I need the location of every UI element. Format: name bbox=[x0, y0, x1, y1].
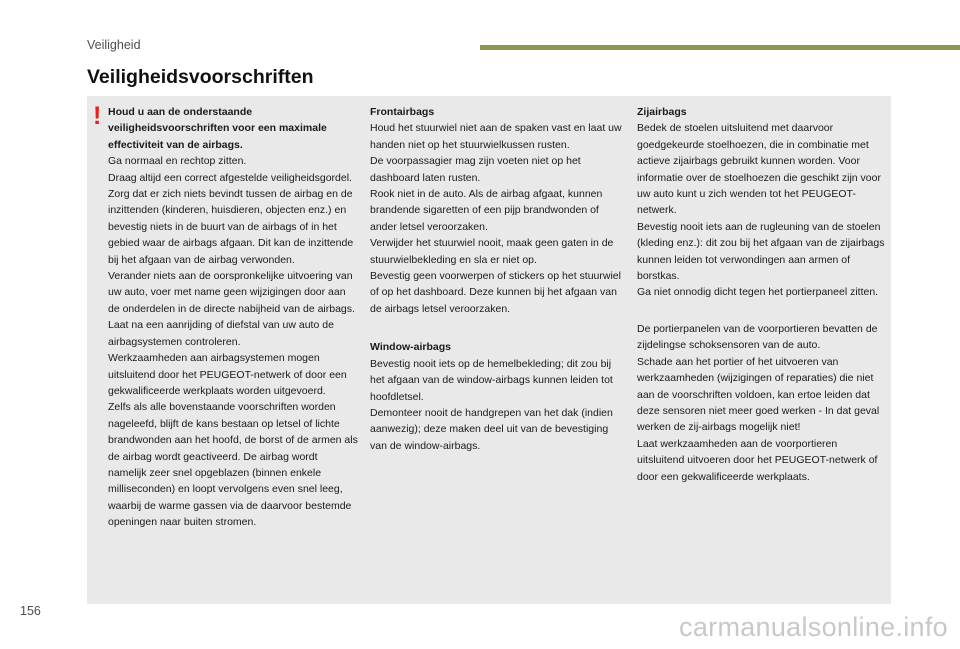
frontal-airbags-body: Houd het stuurwiel niet aan de spaken vast en laat uw handen niet op het stuurwielkussen rusten. De voorpassagier mag zijn voeten niet op het dashboard laten rusten. Rook niet in de auto. Als de airbag afgaat, kunnen brandende sigaretten of een pijp brandwonden of ander letsel veroorzaken. Verwijder het stuurwiel nooit, maak geen gaten in de stuurwielbekleding en sla er niet op. Bevestig geen voorwerpen of stickers op het stuurwiel of op het dashboard. Deze kunnen bij het afgaan van de airbags letsel veroorzaken. bbox=[370, 122, 622, 315]
side-airbags-body: Bedek de stoelen uitsluitend met daarvoor goedgekeurde stoelhoezen, die in combinatie met actieve zijairbags gebruikt kunnen worden. Voor informatie over de stoelhoezen die geschikt zijn voor uw auto kunt u zich wenden tot het PEUGEOT-netwerk. Bevestig nooit iets aan de rugleuning van de stoelen (kleding enz.): dit zou bij het afgaan van de zijairbags kunnen leiden tot verwondingen aan armen of borstkas. Ga niet onnodig dicht tegen het portierpaneel zitten. bbox=[637, 122, 885, 299]
door-panels-body: De portierpanelen van de voorportieren bevatten de zijdelingse schoksensoren van de auto. Schade aan het portier of het uitvoeren van werkzaamheden (wijzigingen of reparaties) die niet aan de voorschriften voldoen, kan ertoe leiden dat deze sensoren niet meer goed werken - In dat geval werken de zij-airbags mogelijk niet! Laat werkzaamheden aan de voorportieren uitsluitend uitvoeren door het PEUGEOT-netwerk of door een gekwalificeerde werkplaats. bbox=[637, 322, 880, 483]
frontal-airbags-heading: Frontairbags bbox=[370, 106, 435, 118]
warning-icon: ! bbox=[93, 102, 102, 130]
page-number: 156 bbox=[20, 604, 41, 618]
side-airbags-heading: Zijairbags bbox=[637, 106, 687, 118]
warning-heading: Houd u aan de onderstaande veiligheidsvoorschriften voor een maximale effectiviteit van de airbags. bbox=[108, 106, 327, 151]
column-warning bbox=[108, 104, 358, 531]
warning-body: Ga normaal en rechtop zitten. Draag altijd een correct afgestelde veiligheidsgordel. Zorg dat er zich niets bevindt tussen de airbag en de inzittenden (kinderen, huisdieren, objecten enz.) en bevestig niets in de buurt van de airbags of in het gebied waar de airbags afgaan. Dit kan de inzittende bij het afgaan van de airbag verwonden. Verander niets aan de oorspronkelijke uitvoering van uw auto, voer met name geen wijzigingen door aan de onderdelen in de directe nabijheid van de airbags. Laat na een aanrijding of diefstal van uw auto de airbagsystemen controleren. Werkzaamheden aan airbagsystemen mogen uitsluitend door het PEUGEOT-netwerk of door een gekwalificeerde werkplaats worden uitgevoerd. Zelfs als alle bovenstaande voorschriften worden nageleefd, blijft de kans bestaan op letsel of lichte brandwonden aan het hoofd, de borst of de armen als de airbag wordt geactiveerd. De airbag wordt namelijk zeer snel opgeblazen (binnen enkele milliseconden) en loopt vervolgens even snel leeg, waarbij de warme gassen via de daarvoor bestemde openingen naar buiten stromen. bbox=[108, 155, 358, 529]
window-airbags-body: Bevestig nooit iets op de hemelbekleding; dit zou bij het afgaan van de window-airbags kunnen leiden tot hoofdletsel. Demonteer nooit de handgrepen van het dak (indien aanwezig); deze maken deel uit van de bevestiging van de window-airbags. bbox=[370, 357, 613, 452]
section-label: Veiligheid bbox=[87, 38, 141, 52]
watermark-text: carmanualsonline.info bbox=[679, 612, 948, 642]
window-airbags-heading: Window-airbags bbox=[370, 341, 451, 354]
column-frontal-window bbox=[370, 104, 622, 454]
section-accent-bar bbox=[480, 45, 960, 50]
column-side bbox=[637, 104, 887, 485]
page-title: Veiligheidsvoorschriften bbox=[87, 66, 314, 88]
